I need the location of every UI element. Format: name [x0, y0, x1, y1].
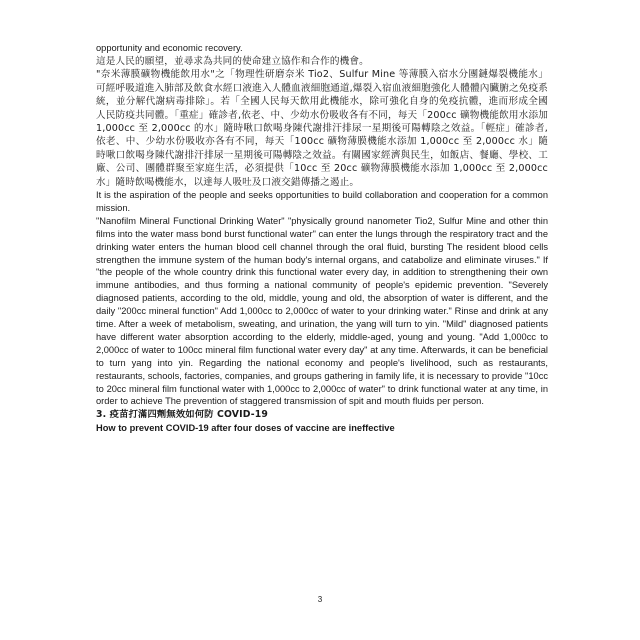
- page-number: 3: [317, 595, 323, 604]
- paragraph-aspiration-zh: 這是人民的願望，並尋求為共同的使命建立協作和合作的機會。: [96, 55, 369, 67]
- paragraph-water-description-en: "Nanofilm Mineral Functional Drinking Water" "physically ground nanometer Tio2, Sulfur Mine and other thin films into the water mass bond burst functional water" can enter the lungs through the respiratory tract and the drinking water enters the human blood cell channel through the oral fluid, bursting The resident blood cells strengthen the immune system of the human body's internal organs, and catabolize and eliminate viruses." If "the people of the whole country drink this functional water every day, in addition to strengthening their own immune antibodies, and thus forming a national community of people's epidemic prevention. "Severely diagnosed patients, according to the old, middle, young and old, the absorption of water is different, and the daily "200cc mineral function" Add 1,000cc to 2,000cc of water to your drinking water." Rinse and drink at any time. After a week of metabolism, sweating, and urination, the yang will turn to yin. "Mild" diagnosed patients have different water absorption according to the elderly, middle-aged, young and young. "Add 1,000cc to 2,000cc of water to 100cc mineral film functional water every day" at any time. Afterwards, it can be beneficial to turn yang into yin. Regarding the national economy and people's livelihood, such as restaurants, restaurants, schools, factories, companies, and groups gathering in family life, it is necessary to provide "10cc to 20cc mineral film functional water with 1,000cc to 2,000cc of water" to drink functional water at any time, in order to achieve The prevention of staggered transmission of spit and mouth fluids per person.: [96, 215, 548, 407]
- paragraph-continuation: opportunity and economic recovery.: [96, 43, 243, 53]
- section-heading-zh: 3. 疫苗打滿四劑無效如何防 COVID-19: [96, 409, 269, 421]
- paragraph-aspiration-en: It is the aspiration of the people and seeks opportunities to build collaboration and cooperation for a common mission.: [96, 189, 548, 213]
- page-content: [96, 42, 548, 435]
- paragraph-water-description-zh: "奈米薄膜礦物機能飲用水"之「物理性研磨奈米 Tio2、Sulfur Mine 等薄膜入宿水分團鏈爆裂機能水」可經呼吸道進入肺部及飲食水經口液進入人體血液細胞通道,爆裂入宿血液細胞強化人體體內臟腑之免疫系統，並分解代謝病毒排除」。若「全國人民每天飲用此機能水，除可強化自身的免疫抗體，進而形成全國人民防疫共同體。「重症」確診者,依老、中、少幼水份吸收各有不同，每天「200cc 礦物機能飲用水添加 1,000cc 至 2,000cc 的水」隨時啾口飲喝身陳代謝排汗排尿一星期後可陽轉陰之效益。「輕症」確診者,依老、中、少幼水份吸收亦各有不同，每天「100cc 礦物薄膜機能水添加 1,000cc 至 2,000cc 水」隨時啾口飲喝身陳代謝排汗排尿一星期後可陽轉陰之效益。有關國家經濟與民生，如飯店、餐廳、學校、工廠、公司、團體群聚至家庭生活，必須提供「10cc 至 20cc 礦物薄膜機能水添加 1,000cc 至 2,000cc 水」隨時飲喝機能水，以達每人吸吐及口液交錯傳播之遏止。: [96, 69, 548, 188]
- section-heading-en: How to prevent COVID-19 after four doses of vaccine are ineffective: [96, 422, 395, 433]
